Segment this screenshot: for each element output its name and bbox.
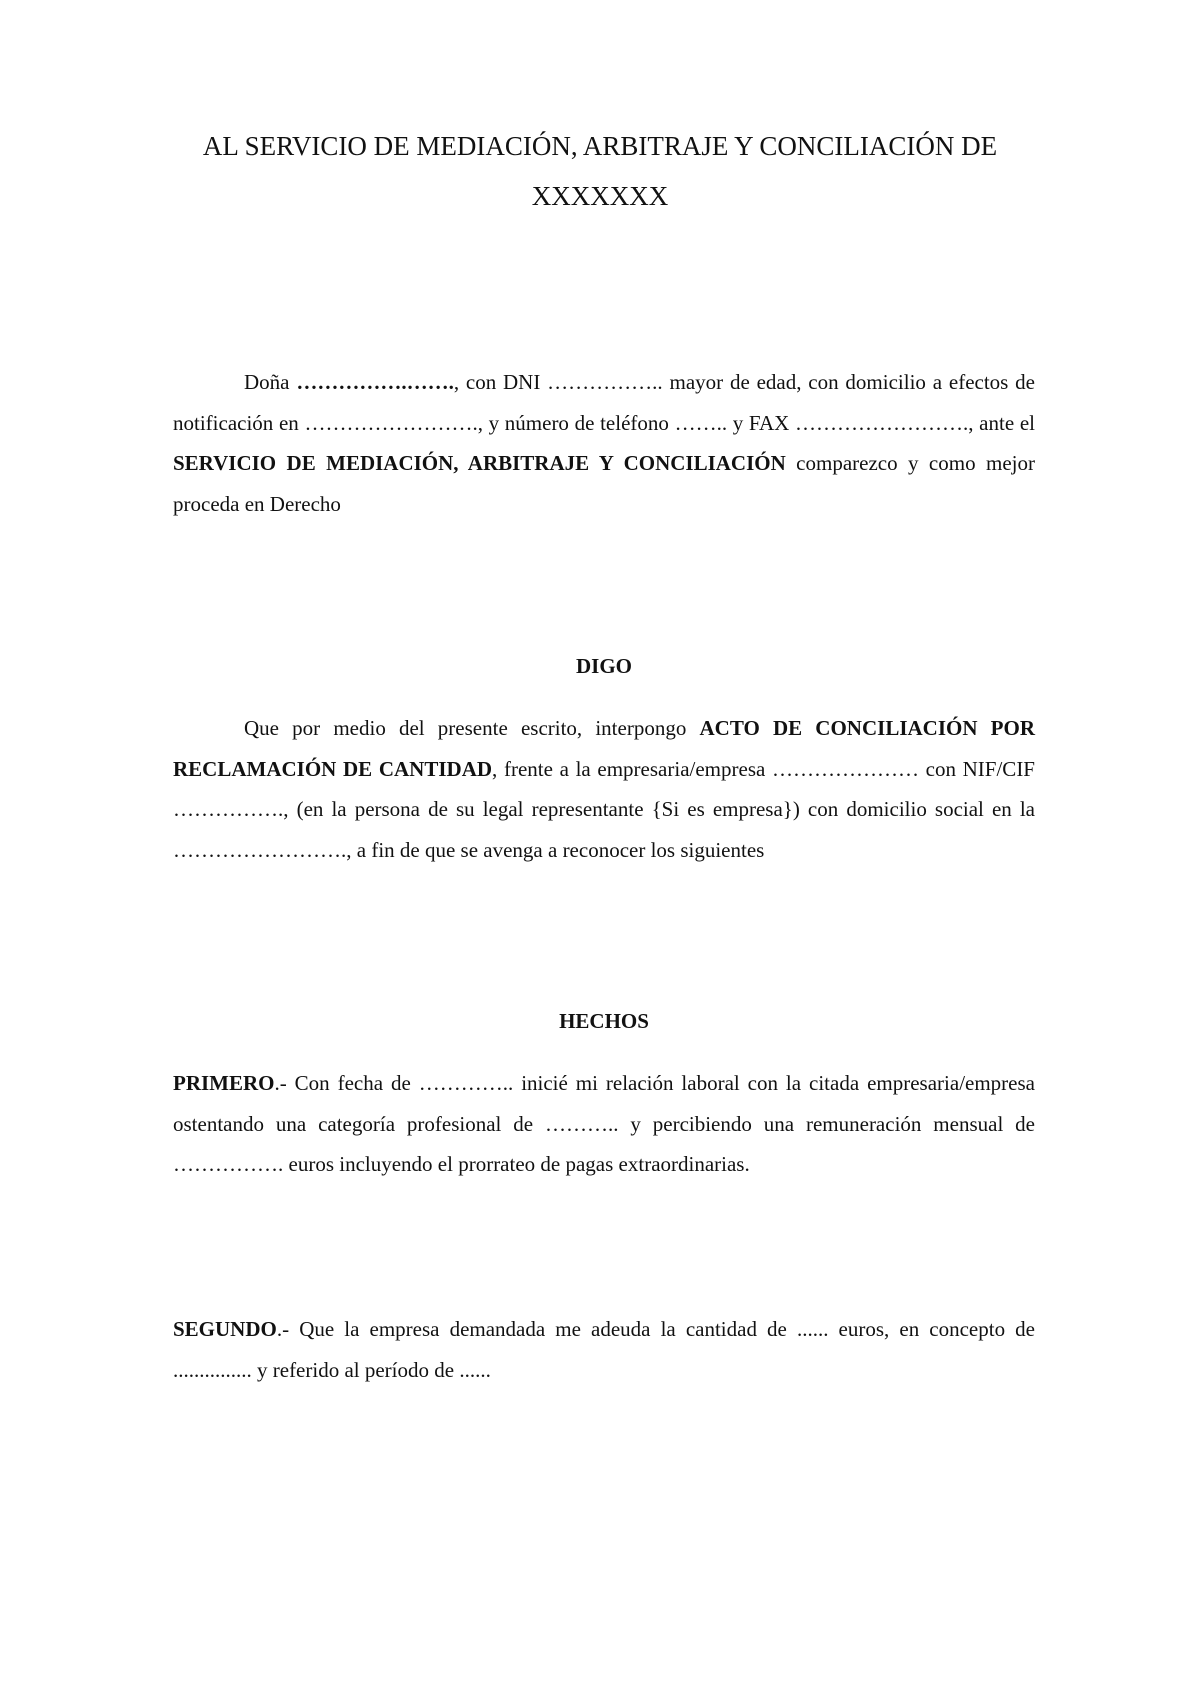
intro-service-name: SERVICIO DE MEDIACIÓN, ARBITRAJE Y CONCILIACIÓN [173,451,786,475]
title-line-2: XXXXXXX [531,181,669,211]
segundo-text: .- Que la empresa demandada me adeuda la cantidad de ...... euros, en concepto de ............... y referido al período de ...... [173,1317,1035,1382]
digo-paragraph [173,708,1035,870]
segundo-paragraph [173,1309,1035,1390]
intro-text-2: , con DNI …………….. mayor de edad, con domicilio a efectos de notificación en ……………………., y número de teléfono …….. y FAX ……………………., ante el [173,370,1035,435]
primero-text: .- Con fecha de ………….. inicié mi relación laboral con la citada empresaria/empresa ostentando una categoría profesional de ……….. y percibiendo una remuneración mensual de ……………. euros incluyendo el prorrateo de pagas extraordinarias. [173,1071,1035,1176]
title-line-1: AL SERVICIO DE MEDIACIÓN, ARBITRAJE Y CONCILIACIÓN DE [202,131,998,161]
intro-text-3: comparezco y como mejor proceda en Derecho [173,451,1035,516]
intro-name-blank: …………….……. [296,370,454,394]
digo-title: DIGO [575,654,632,678]
digo-text-1: Que por medio del presente escrito, interpongo [244,716,700,740]
segundo-label: SEGUNDO [173,1317,277,1341]
intro-text-1: Doña [244,370,297,394]
primero-paragraph [173,1063,1035,1185]
hechos-title: HECHOS [559,1009,649,1033]
digo-text-2: , frente a la empresaria/empresa ………………… con NIF/CIF ……………., (en la persona de su legal representante {Si es empresa}) con domicilio social en la ……………………., a fin de que se avenga a reconocer los siguientes [173,756,1035,862]
digo-act-name: ACTO DE CONCILIACIÓN POR RECLAMACIÓN DE CANTIDAD [173,716,1035,781]
intro-paragraph [173,362,1035,524]
primero-label: PRIMERO [173,1071,275,1095]
document-title [160,121,1040,221]
